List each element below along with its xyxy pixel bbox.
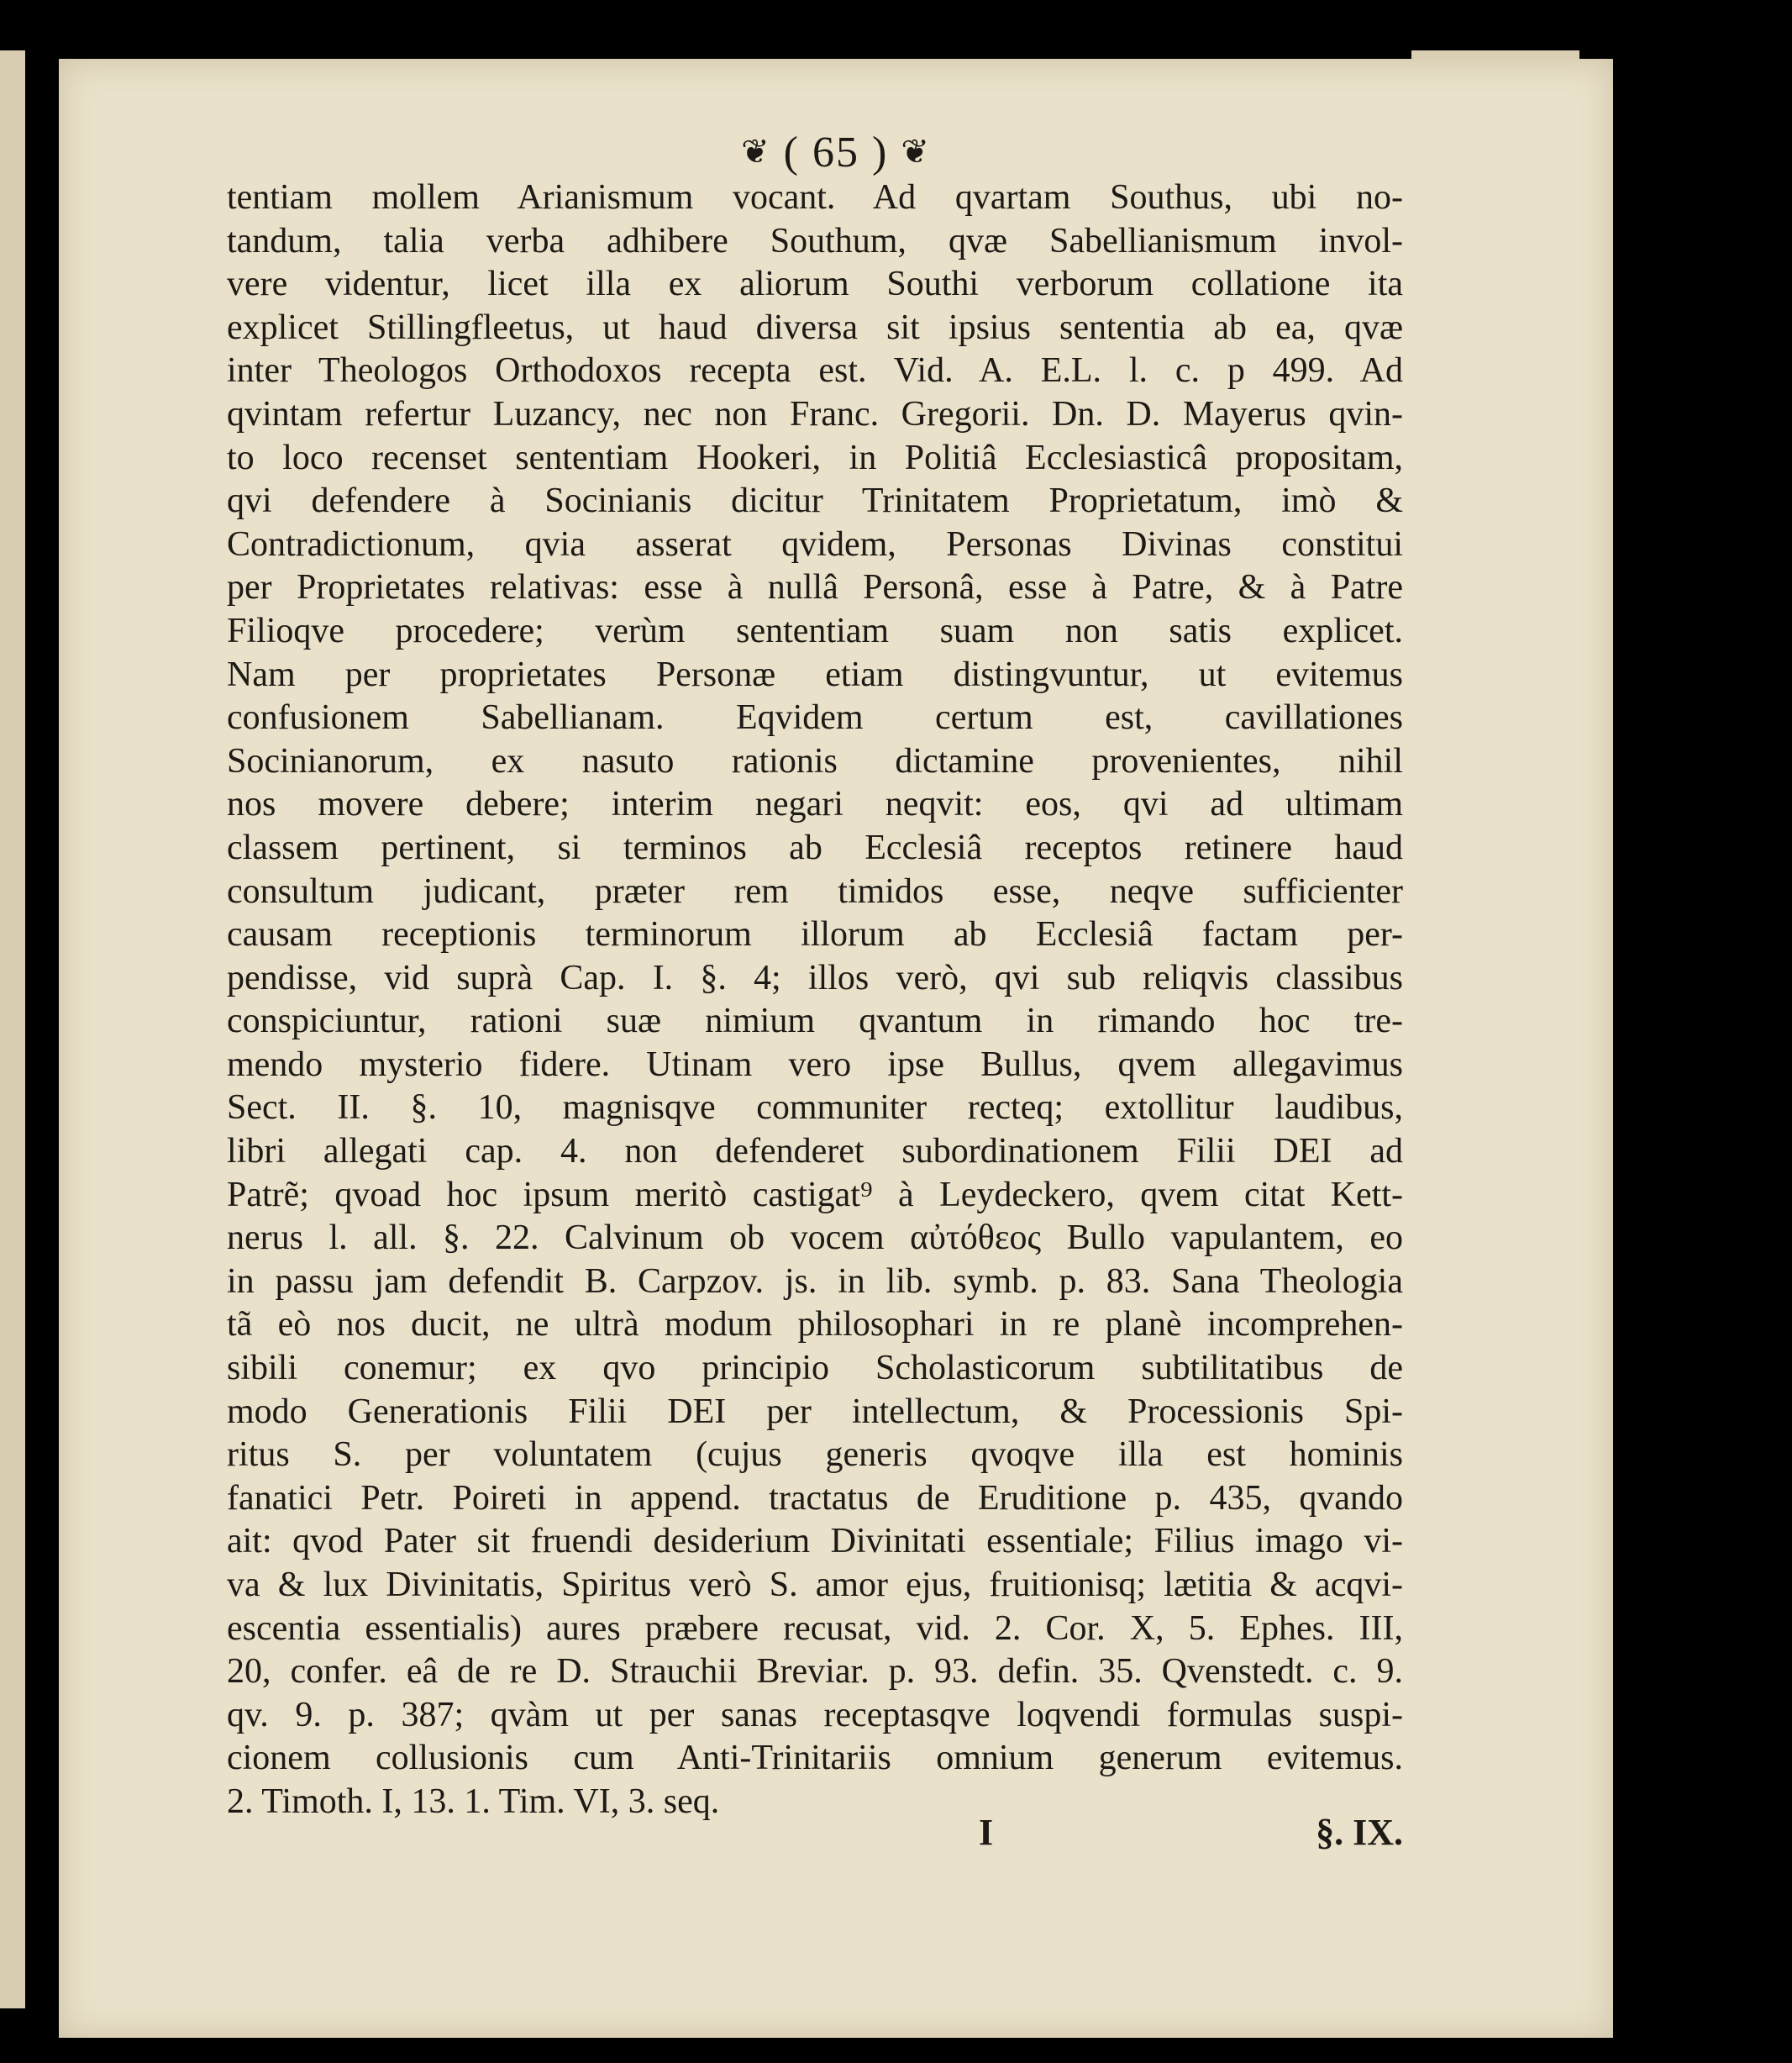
text-line: escentia essentialis) aures præbere recusat, vid. 2. Cor. X, 5. Ephes. III, [227, 1608, 1403, 1648]
text-line: qvintam refertur Luzancy, nec non Franc. Gregorii. Dn. D. Mayerus qvin- [227, 394, 1403, 434]
text-line: sibili conemur; ex qvo principio Scholasticorum subtilitatibus de [227, 1349, 1403, 1388]
text-line: vere videntur, licet illa ex aliorum Southi verborum collatione ita [227, 265, 1403, 304]
text-line: libri allegati cap. 4. non defenderet subordinationem Filii DEI ad [227, 1132, 1403, 1171]
text-line: modo Generationis Filii DEI per intellectum, & Processionis Spi- [227, 1392, 1403, 1431]
text-line: va & lux Divinitatis, Spiritus verò S. amor ejus, fruitionisq; lætitia & acqvi- [227, 1566, 1403, 1604]
text-line: fanatici Petr. Poireti in append. tractatus de Eruditione p. 435, qvando [227, 1478, 1403, 1518]
ornament-right-icon: ❦ [901, 133, 931, 171]
text-line: classem pertinent, si terminos ab Ecclesiâ receptos retinere haud [227, 828, 1403, 867]
catchword: §. IX. [1316, 1812, 1403, 1853]
text-line: tentiam mollem Arianismum vocant. Ad qvartam Southus, ubi no- [227, 178, 1403, 217]
ornament-left-icon: ❦ [741, 133, 771, 171]
text-line: conspiciuntur, rationi suæ nimium qvantum in rimando hoc tre- [227, 1002, 1403, 1041]
body-text [227, 176, 1403, 1824]
text-line: per Proprietates relativas: esse à nullâ Personâ, esse à Patre, & à Patre [227, 568, 1403, 608]
text-line: 2. Timoth. I, 13. 1. Tim. VI, 3. seq. [227, 1781, 720, 1821]
book-page [59, 59, 1613, 2038]
text-line: mendo mysterio fidere. Utinam vero ipse Bullus, qvem allegavimus [227, 1045, 1403, 1084]
text-line: tã eò nos ducit, ne ultrà modum philosophari in re planè incomprehen- [227, 1305, 1403, 1345]
text-line: nos movere debere; interim negari neqvit: eos, qvi ad ultimam [227, 785, 1403, 824]
text-line: tandum, talia verba adhibere Southum, qvæ Sabellianismum invol- [227, 221, 1403, 261]
text-line: Nam per proprietates Personæ etiam distingvuntur, ut evitemus [227, 655, 1403, 694]
text-line: explicet Stillingfleetus, ut haud diversa sit ipsius sententia ab ea, qvæ [227, 308, 1403, 347]
text-line: Patrẽ; qvoad hoc ipsum meritò castigat⁹ à Leydeckero, qvem citat Kett- [227, 1175, 1403, 1214]
page-header: ❦ ( 65 ) ❦ [741, 129, 931, 176]
text-line: cionem collusionis cum Anti-Trinitariis omnium generum evitemus. [227, 1739, 1403, 1778]
text-line: pendisse, vid suprà Cap. I. §. 4; illos verò, qvi sub reliqvis classibus [227, 958, 1403, 997]
text-line: confusionem Sabellianam. Eqvidem certum est, cavillationes [227, 698, 1403, 738]
text-line: qv. 9. p. 387; qvàm ut per sanas receptasqve loqvendi formulas suspi- [227, 1695, 1403, 1734]
facing-page-edge [0, 50, 25, 2008]
text-line: in passu jam defendit B. Carpzov. js. in lib. symb. p. 83. Sana Theologia [227, 1261, 1403, 1301]
text-line: nerus l. all. §. 22. Calvinum ob vocem αὐτόθεος Bullo vapulantem, eo [227, 1218, 1403, 1258]
text-line: causam receptionis terminorum illorum ab Ecclesiâ factam per- [227, 915, 1403, 955]
text-line: Socinianorum, ex nasuto rationis dictamine provenientes, nihil [227, 741, 1403, 781]
page-footer [227, 1811, 1403, 1861]
text-line: qvi defendere à Socinianis dicitur Trinitatem Proprietatum, imò & [227, 482, 1403, 521]
signature-mark: I [979, 1812, 994, 1853]
page-number: 65 [812, 129, 859, 176]
text-line: 20, confer. eâ de re D. Strauchii Breviar. p. 93. defin. 35. Qvenstedt. c. 9. [227, 1652, 1403, 1692]
text-line: consultum judicant, præter rem timidos esse, neqve sufficienter [227, 871, 1403, 911]
text-line: Sect. II. §. 10, magnisqve communiter recteq; extollitur laudibus, [227, 1088, 1403, 1128]
text-line: to loco recenset sententiam Hookeri, in Politiâ Ecclesiasticâ propositam, [227, 438, 1403, 477]
text-line: ait: qvod Pater sit fruendi desiderium Divinitati essentiale; Filius imago vi- [227, 1522, 1403, 1561]
text-line: Filioqve procedere; verùm sententiam suam non satis explicet. [227, 611, 1403, 650]
text-line: ritus S. per voluntatem (cujus generis qvoqve illa est hominis [227, 1435, 1403, 1475]
text-line: inter Theologos Orthodoxos recepta est. Vid. A. E.L. l. c. p 499. Ad [227, 351, 1403, 391]
text-line: Contradictionum, qvia asserat qvidem, Personas Divinas constitui [227, 524, 1403, 564]
